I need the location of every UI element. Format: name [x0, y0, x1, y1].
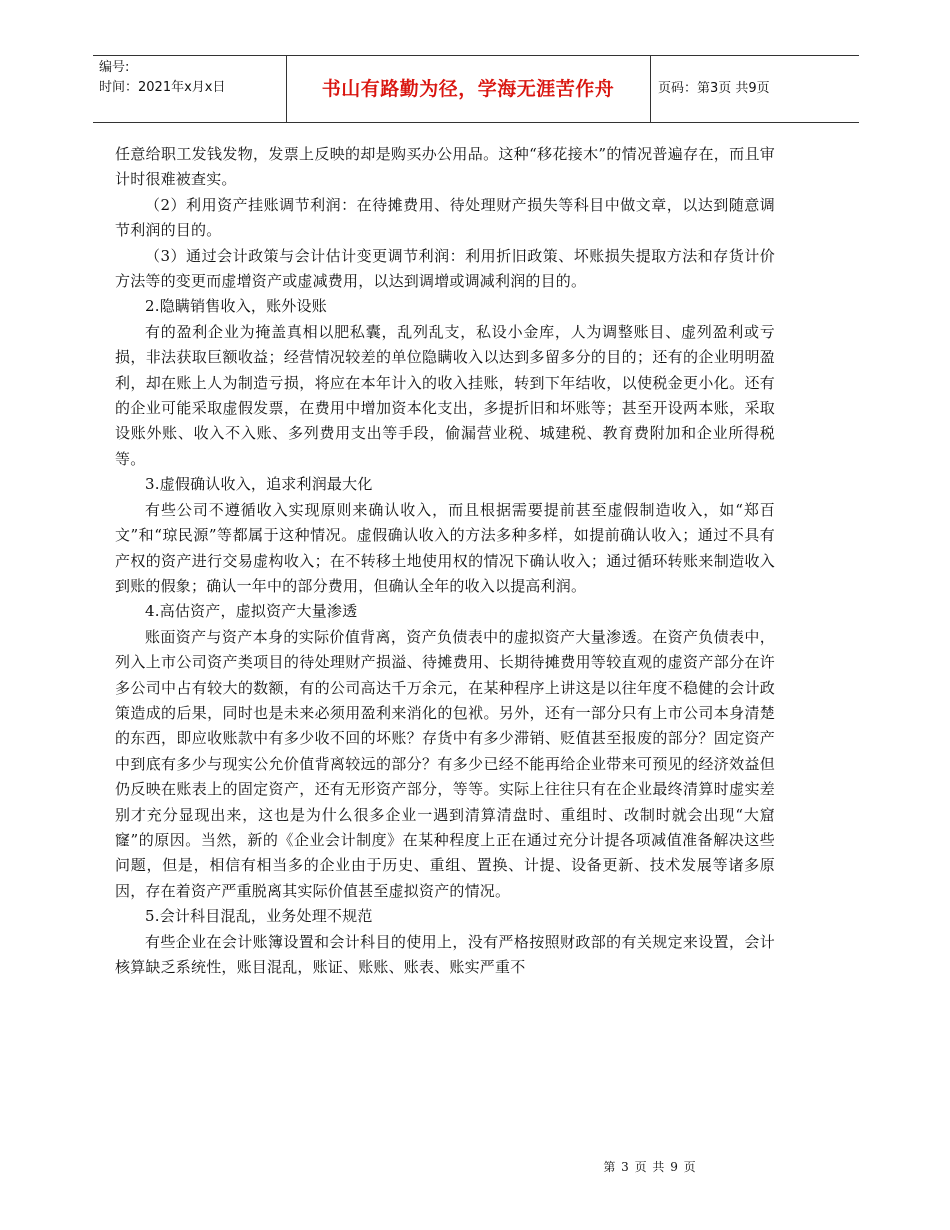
paragraph: 任意给职工发钱发物，发票上反映的却是购买办公用品。这种“移花接木”的情况普遍存在，而且审计时很难被查实。 [115, 145, 775, 189]
paragraph: 有的盈利企业为掩盖真相以肥私囊，乱列乱支，私设小金库，人为调整账目、虚列盈利或亏损，非法获取巨额收益；经营情况较差的单位隐瞒收入以达到多留多分的目的；还有的企业明明盈利，却在账上人为制造亏损，将应在本年计入的收入挂账，转到下年结收，以使税金更小化。还有的企业可能采取虚假发票，在费用中增加资本化支出，多提折旧和坏账等；甚至开设两本账，采取设账外账、收入不入账、多列费用支出等手段，偷漏营业税、城建税、教育费附加和企业所得税等。 [115, 322, 775, 468]
doc-number-label: 编号: [99, 60, 130, 75]
header-page-info: 页码：第3页 共9页 [658, 81, 770, 96]
section-heading: 2.隐瞒销售收入，账外设账 [145, 297, 327, 316]
header-meta [99, 58, 225, 98]
date-line: 时间：2021年x月x日 [99, 80, 226, 95]
paragraph: （3）通过会计政策与会计估计变更调节利润：利用折旧政策、坏账损失提取方法和存货计价方法等的变更而虚增资产或虚减费用，以达到调增或调减利润的目的。 [115, 246, 775, 291]
section-heading: 4.高估资产，虚拟资产大量渗透 [145, 602, 358, 621]
document-body [115, 142, 775, 980]
section-heading: 3.虚假确认收入，追求利润最大化 [145, 475, 373, 494]
page-footer: 第 3 页 共 9 页 [603, 1160, 697, 1174]
paragraph: 有些公司不遵循收入实现原则来确认收入，而且根据需要提前甚至虚假制造收入，如“郑百文”和“琼民源”等都属于这种情况。虚假确认收入的方法多种多样，如提前确认收入；通过不具有产权的资产进行交易虚构收入；在不转移土地使用权的情况下确认收入；通过循环转账来制造收入到账的假象；确认一年中的部分费用，但确认全年的收入以提高利润。 [115, 500, 775, 595]
header-motto: 书山有路勤为径，学海无涯苦作舟 [321, 78, 615, 100]
paragraph: 有些企业在会计账簿设置和会计科目的使用上，没有严格按照财政部的有关规定来设置，会计核算缺乏系统性，账目混乱，账证、账账、账表、账实严重不 [115, 932, 775, 976]
paragraph: （2）利用资产挂账调节利润：在待摊费用、待处理财产损失等科目中做文章，以达到随意调节利润的目的。 [115, 195, 775, 240]
paragraph: 账面资产与资产本身的实际价值背离，资产负债表中的虚拟资产大量渗透。在资产负债表中，列入上市公司资产类项目的待处理财产损溢、待摊费用、长期待摊费用等较直观的虚资产部分在许多公司中占有较大的数额，有的公司高达千万余元，在某种程序上讲这是以往年度不稳健的会计政策造成的后果，同时也是未来必须用盈利来消化的包袱。另外，还有一部分只有上市公司本身清楚的东西，即应收账款中有多少收不回的坏账？存货中有多少滞销、贬值甚至报废的部分？固定资产中到底有多少与现实公允价值背离较远的部分？有多少已经不能再给企业带来可预见的经济效益但仍反映在账表上的固定资产，还有无形资产部分，等等。实际上往往只有在企业最终清算时虚实差别才充分显现出来，这也是为什么很多企业一遇到清算清盘时、重组时、改制时就会出现“大窟窿”的原因。当然，新的《企业会计制度》在某种程度上正在通过充分计提各项减值准备解决这些问题，但是，相信有相当多的企业由于历史、重组、置换、计提、设备更新、技术发展等诸多原因，存在着资产严重脱离其实际价值甚至虚拟资产的情况。 [115, 627, 775, 900]
header-divider-right [650, 56, 651, 122]
page-header [93, 55, 859, 123]
section-heading: 5.会计科目混乱，业务处理不规范 [145, 907, 373, 926]
